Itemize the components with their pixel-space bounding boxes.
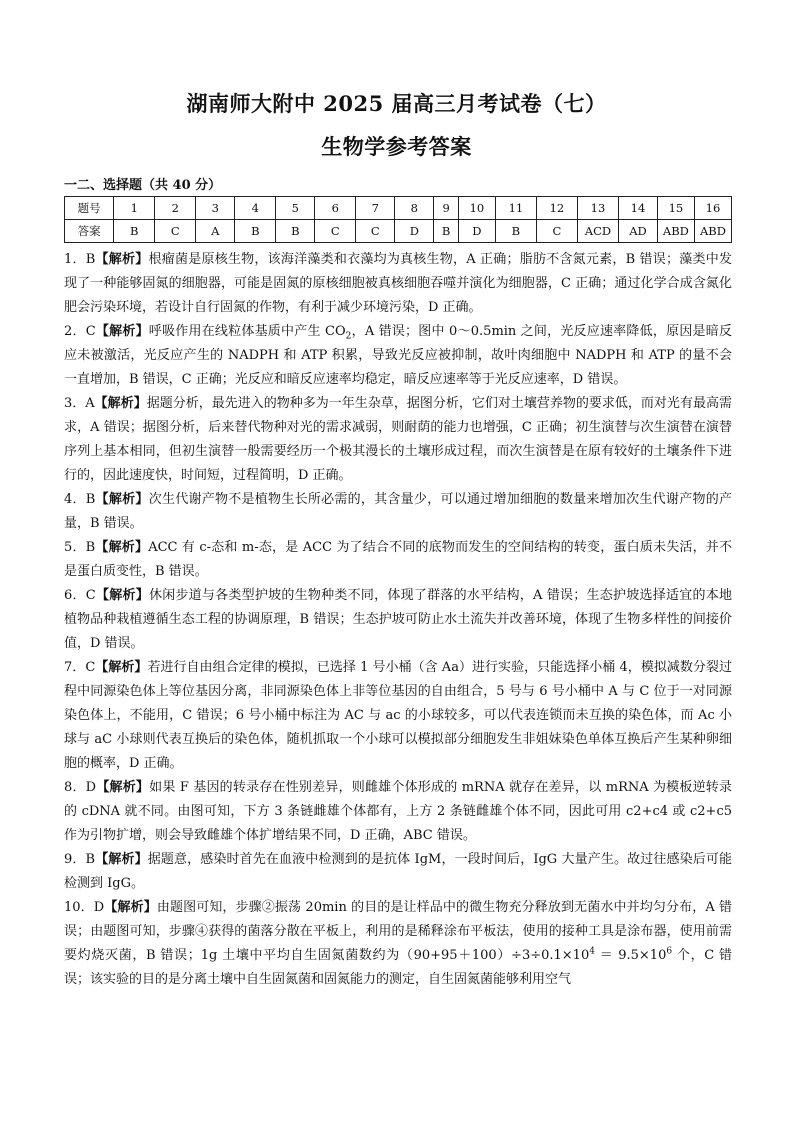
question-number: 6 bbox=[315, 197, 356, 220]
superscript: 6 bbox=[666, 946, 673, 957]
answer-cell: ABD bbox=[694, 220, 731, 243]
explanation-7 bbox=[64, 656, 732, 776]
answer-cell: C bbox=[315, 220, 356, 243]
question-number: 10 bbox=[458, 197, 495, 220]
analysis-tag: 【解析】 bbox=[104, 900, 157, 915]
explanation-text: 若进行自由组合定律的模拟，已选择 1 号小桶（含 Aa）进行实验，只能选择小桶 4，模拟减数分裂过程中同源染色体上等位基因分离，非同源染色体上非等位基因的自由组合，5 号与 6 号小桶中 A 与 C 位于一对同源染色体上，不能用，C 错误；6 号小桶中标注为 AC 与 ac 的小球较多，可以代表连锁而未互换的染色体，而 Ac 小球与 aC 小球则代表互换后的染色体，随机抓取一个小球可以模拟部分细胞发生非姐妹染色单体互换后产生某种卵细胞的概率，D 正确。 bbox=[64, 660, 732, 771]
question-number: 12 bbox=[536, 197, 577, 220]
analysis-tag: 【解析】 bbox=[95, 852, 148, 867]
explanation-5 bbox=[64, 536, 732, 584]
answer-number: 3．A bbox=[64, 396, 95, 411]
answer-cell: B bbox=[495, 220, 536, 243]
answer-number: 10．D bbox=[64, 900, 105, 915]
explanation-text: ，A 错误；图中 0～0.5min 之间，光反应速率降低，原因是暗反应未被激活，光反应产生的 NADPH 和 ATP 积累，导致光反应被抑制，故叶肉细胞中 NADPH 和 ATP 的量不会一直增加，B 错误，C 正确；光反应和暗反应速率均稳定，暗反应速率等于光反应速率，D 错误。 bbox=[64, 324, 732, 387]
explanation-10 bbox=[64, 896, 732, 992]
answer-cell: ABD bbox=[657, 220, 694, 243]
section-heading: 一二、选择题（共 40 分） bbox=[64, 178, 222, 193]
explanation-1 bbox=[64, 248, 732, 320]
analysis-tag: 【解析】 bbox=[95, 540, 149, 555]
question-number: 1 bbox=[114, 197, 155, 220]
explanation-text: ACC 有 c-态和 m-态，是 ACC 为了结合不同的底物而发生的空间结构的转变，蛋白质未失活，并不是蛋白质变性，B 错误。 bbox=[64, 540, 732, 579]
answer-row bbox=[65, 220, 732, 243]
explanation-text: 据题分析，最先进入的物种多为一年生杂草，据图分析，它们对土壤营养物的要求低，而对光有最高需求，A 错误；据图分析，后来替代物种对光的需求减弱，则耐荫的能力也增强，C 正确；初生演替与次生演替在演替序列上基本相同，但初生演替一般需要经历一个极其漫长的土壤形成过程，而次生演替是在原有较好的土壤条件下进行的，因此速度快，时间短，过程简明，D 正确。 bbox=[64, 396, 732, 483]
explanation-text: ＝ 9.5×10 bbox=[594, 948, 667, 963]
answer-number: 6．C bbox=[64, 588, 96, 603]
page-title: 湖南师大附中 2025 届高三月考试卷（七） bbox=[186, 91, 607, 116]
row-label: 题号 bbox=[65, 197, 114, 220]
answer-number: 4．B bbox=[64, 492, 96, 507]
answer-cell: AD bbox=[618, 220, 657, 243]
explanation-6 bbox=[64, 584, 732, 656]
answer-number: 1．B bbox=[64, 252, 96, 267]
explanation-text: 次生代谢产物不是植物生长所必需的，其含量少，可以通过增加细胞的数量来增加次生代谢产物的产量，B 错误。 bbox=[64, 492, 732, 531]
explanation-text: 个，C 错误；该实验的目的是分离土壤中自生固氮菌和固氮能力的测定，自生固氮菌能够利用空气 bbox=[64, 948, 732, 987]
explanation-3 bbox=[64, 392, 732, 488]
explanation-text: 根瘤菌是原核生物，该海洋藻类和衣藻均为真核生物，A 正确；脂肪不含氮元素，B 错误；藻类中发现了一种能够固氮的细胞器，可能是固氮的原核细胞被真核细胞吞噬并演化为细胞器，C 正确；通过化学合成含氮化肥会污染环境，若设计自行固氮的作物，有利于减少环境污染，D 正确。 bbox=[64, 252, 732, 315]
explanation-text: 休闲步道与各类型护坡的生物种类不同，体现了群落的水平结构，A 错误；生态护坡选择适宜的本地植物品种栽植遵循生态工程的协调原理，B 错误；生态护坡可防止水土流失并改善环境，体现了生物多样性的间接价值，D 错误。 bbox=[64, 588, 732, 651]
analysis-tag: 【解析】 bbox=[95, 492, 149, 507]
explanation-4 bbox=[64, 488, 732, 536]
answer-cell: B bbox=[434, 220, 459, 243]
explanation-text: 由题图可知，步骤②振荡 20min 的目的是让样品中的微生物充分释放到无菌水中并均匀分布，A 错误；由题图可知，步骤④获得的菌落分散在平板上，利用的是稀释涂布平板法，使用的接种工具是涂布器，使用前需要灼烧灭菌，B 错误；1g 土壤中平均自生固氮菌数约为（90+95＋100）÷3÷0.1×10 bbox=[64, 900, 732, 963]
answer-cell: C bbox=[356, 220, 395, 243]
explanation-text: 如果 F 基因的转录存在性别差异，则雌雄个体形成的 mRNA 就存在差异，以 mRNA 为模板逆转录的 cDNA 就不同。由图可知，下方 3 条链雌雄个体都有，上方 2 条链雌雄个体不同，因此可用 c2+c4 或 c2+c5 作为引物扩增，则会导致雌雄个体扩增结果不同，D 正确，ABC 错误。 bbox=[64, 780, 732, 843]
answer-number: 9．B bbox=[64, 852, 96, 867]
question-number: 8 bbox=[395, 197, 434, 220]
question-number: 13 bbox=[577, 197, 618, 220]
question-number: 16 bbox=[694, 197, 731, 220]
page-subtitle: 生物学参考答案 bbox=[321, 134, 472, 159]
analysis-tag: 【解析】 bbox=[94, 396, 147, 411]
answer-cell: C bbox=[536, 220, 577, 243]
question-number: 15 bbox=[657, 197, 694, 220]
answer-number: 5．B bbox=[64, 540, 96, 555]
analysis-tag: 【解析】 bbox=[95, 252, 149, 267]
explanation-text: 呼吸作用在线粒体基质中产生 CO bbox=[148, 324, 346, 339]
superscript: 4 bbox=[589, 946, 595, 957]
question-number-row bbox=[65, 197, 732, 220]
question-number: 11 bbox=[495, 197, 536, 220]
answer-cell: B bbox=[114, 220, 155, 243]
question-number: 9 bbox=[434, 197, 459, 220]
answer-cell: D bbox=[395, 220, 434, 243]
answer-cell: B bbox=[276, 220, 315, 243]
answer-cell: C bbox=[155, 220, 196, 243]
question-number: 5 bbox=[276, 197, 315, 220]
answer-cell: D bbox=[458, 220, 495, 243]
answer-cell: B bbox=[235, 220, 276, 243]
explanations bbox=[64, 248, 732, 992]
explanation-2 bbox=[64, 320, 732, 392]
explanation-8 bbox=[64, 776, 732, 848]
subscript: 2 bbox=[345, 331, 352, 342]
answer-number: 7．C bbox=[64, 660, 96, 675]
answer-cell: A bbox=[196, 220, 235, 243]
answer-number: 2．C bbox=[64, 324, 96, 339]
question-number: 3 bbox=[196, 197, 235, 220]
analysis-tag: 【解析】 bbox=[95, 588, 149, 603]
analysis-tag: 【解析】 bbox=[96, 780, 150, 795]
analysis-tag: 【解析】 bbox=[95, 660, 148, 675]
question-number: 4 bbox=[235, 197, 276, 220]
question-number: 14 bbox=[618, 197, 657, 220]
question-number: 2 bbox=[155, 197, 196, 220]
question-number: 7 bbox=[356, 197, 395, 220]
explanation-text: 据题意，感染时首先在血液中检测到的是抗体 IgM，一段时间后，IgG 大量产生。故过往感染后可能检测到 IgG。 bbox=[64, 852, 732, 891]
answer-cell: ACD bbox=[577, 220, 618, 243]
answer-table bbox=[64, 196, 732, 243]
explanation-9 bbox=[64, 848, 732, 896]
row-label: 答案 bbox=[65, 220, 114, 243]
answer-number: 8．D bbox=[64, 780, 97, 795]
analysis-tag: 【解析】 bbox=[95, 324, 149, 339]
